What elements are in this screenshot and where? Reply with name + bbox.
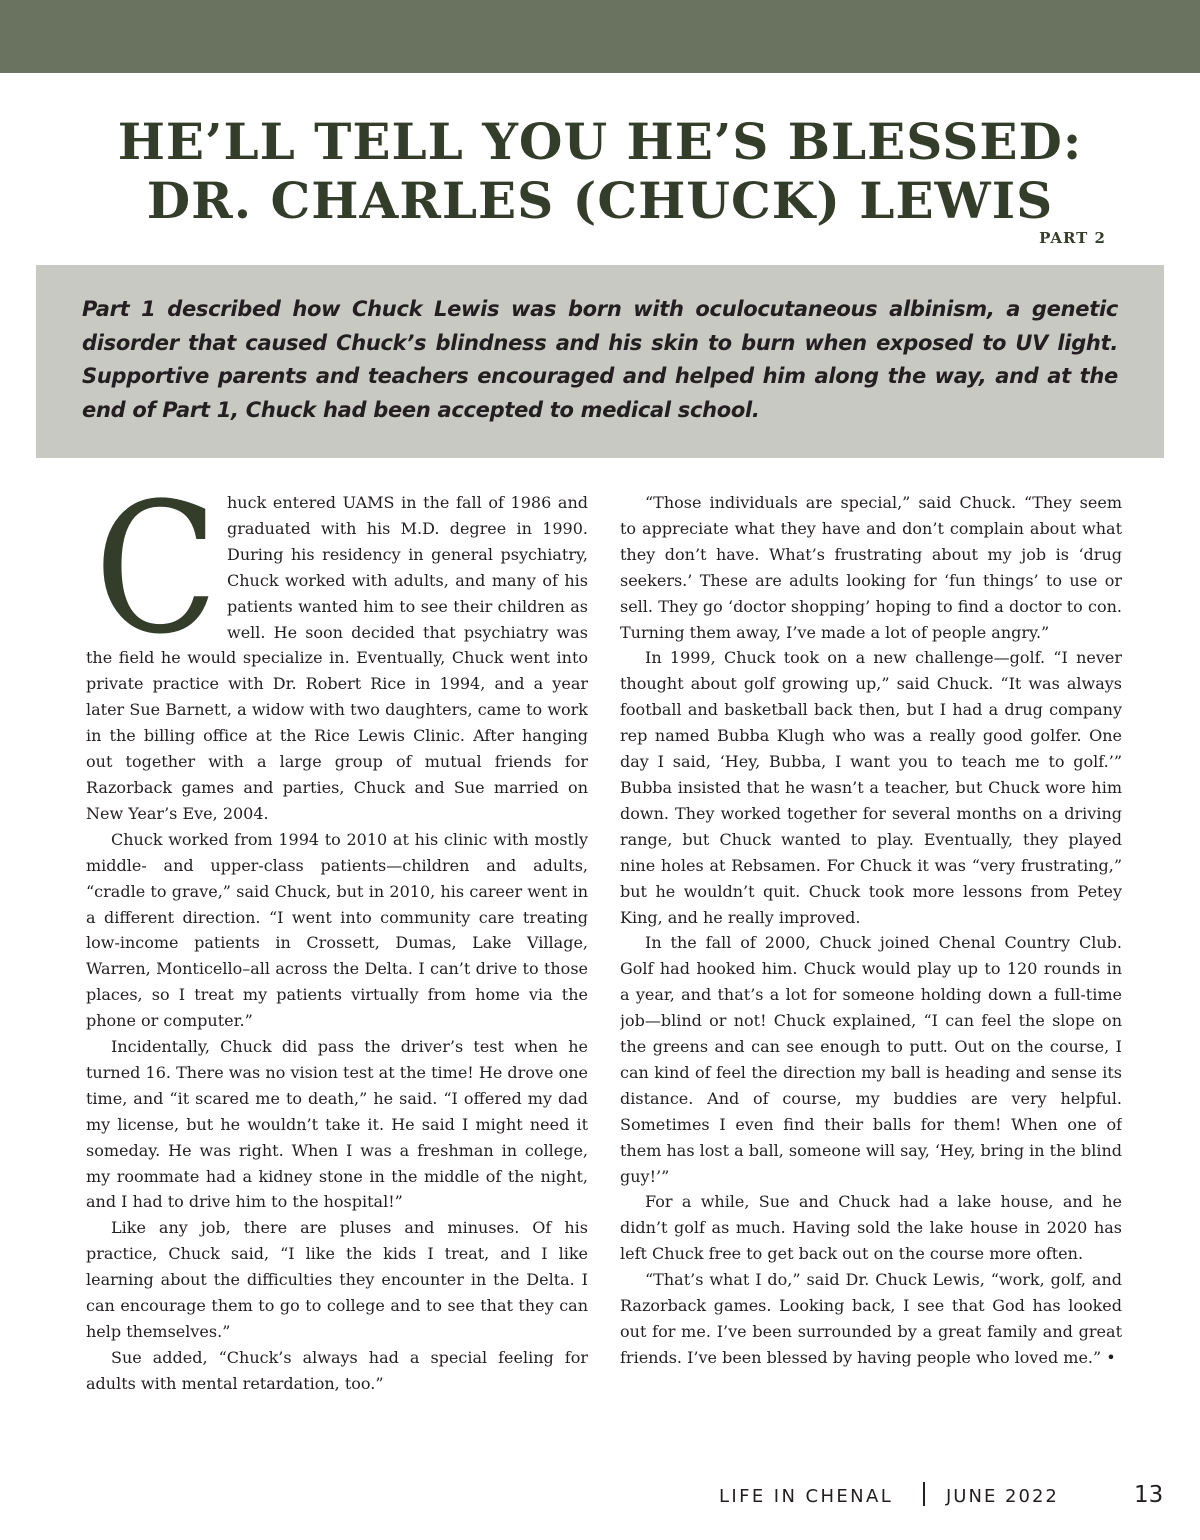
title-line-2: DR. CHARLES (CHUCK) LEWIS [146,171,1054,230]
article-paragraph: Sue added, “Chuck’s always had a special feeling for adults with mental retardation, too.” [86,1347,588,1393]
article-paragraph: “Those individuals are special,” said Chuck. “They seem to appreciate what they have and don’t complain about what they don’t have. What’s frustrating about my job is ‘drug seekers.’ These are adults looking for ‘fun things’ to use or sell. They go ‘doctor shopping’ hoping to find a doctor to con. Turning them away, I’ve made a lot of people angry.” [620,493,1122,642]
title-line-1: HE’LL TELL YOU HE’S BLESSED: [117,112,1083,171]
article-paragraph: In the fall of 2000, Chuck joined Chenal Country Club. Golf had hooked him. Chuck would play up to 120 rounds in a year, and that’s a lot for someone holding down a full-time job—blind or not! Chuck explained, “I can feel the slope on the greens and can see enough to putt. Out on the course, I can kind of feel the direction my ball is heading and sense its distance. And of course, my buddies are very helpful. Sometimes I even find their balls for them! When one of them has lost a ball, someone will say, ‘Hey, bring in the blind guy!’” [620,933,1122,1186]
footer-magazine-name: LIFE IN CHENAL [719,1486,894,1507]
article-paragraph: For a while, Sue and Chuck had a lake house, and he didn’t golf as much. Having sold the lake house in 2020 has left Chuck free to get back out on the course more often. [620,1192,1122,1264]
page-footer [0,1480,1200,1516]
article-paragraph [86,490,588,827]
article-paragraph: In 1999, Chuck took on a new challenge—golf. “I never thought about golf growing up,” said Chuck. “It was always football and basketball back then, but I had a drug company rep named Bubba Klugh who was a really good golfer. One day I said, ‘Hey, Bubba, I want you to teach me to golf.’” Bubba insisted that he wasn’t a teacher, but Chuck wore him down. They worked together for several months on a driving range, but Chuck wanted to play. Eventually, they played nine holes at Rebsamen. For Chuck it was “very frustrating,” but he wouldn’t quit. Chuck took more lessons from Petey King, and he really improved. [620,648,1122,927]
article-paragraph: “That’s what I do,” said Dr. Chuck Lewis, “work, golf, and Razorback games. Looking back, I see that God has looked out for me. I’ve been surrounded by a great family and great friends. I’ve been blessed by having people who loved me.” • [620,1270,1122,1367]
article-left-column [86,490,588,1440]
top-color-band [0,0,1200,73]
page-number: 13 [1134,1482,1164,1508]
article-paragraph: Chuck worked from 1994 to 2010 at his clinic with mostly middle- and upper-class patients—children and adults, “cradle to grave,” said Chuck, but in 2010, his career went in a different direction. “I went into community care treating low-income patients in Crossett, Dumas, Lake Village, Warren, Monticello–all across the Delta. I can’t drive to those places, so I treat my patients virtually from home via the phone or computer.” [86,829,588,1031]
part-label: PART 2 [1039,229,1106,247]
article-right-column [620,490,1122,1440]
footer-issue-date: JUNE 2022 [946,1486,1059,1507]
intro-text: Part 1 described how Chuck Lewis was born with oculocutaneous albinism, a genetic disorder that caused Chuck’s blindness and his skin to burn when exposed to UV light. Supportive parents and teachers encouraged and helped him along the way, and at the end of Part 1, Chuck had been accepted to medical school. [82,297,1118,422]
footer-divider [923,1482,925,1506]
article-title [0,112,1200,230]
article-paragraph: Incidentally, Chuck did pass the driver’s test when he turned 16. There was no vision test at the time! He drove one time, and “it scared me to death,” he said. “I offered my dad my license, but he wouldn’t take it. He said I might need it someday. He was right. When I was a freshman in college, my roommate had a kidney stone in the middle of the night, and I had to drive him to the hospital!” [86,1037,588,1212]
drop-cap-letter: C [94,490,219,674]
drop-cap [88,490,219,674]
article-paragraph: Like any job, there are pluses and minuses. Of his practice, Chuck said, “I like the kids I treat, and I like learning about the difficulties they encounter in the Delta. I can encourage them to go to college and to see that they can help themselves.” [86,1218,588,1341]
paragraph-text: huck entered UAMS in the fall of 1986 and graduated with his M.D. degree in 1990. During his residency in general psychiatry, Chuck worked with adults, and many of his patients wanted him to see their children as well. He soon decided that psychiatry was the field he would specialize in. Eventually, Chuck went into private practice with Dr. Robert Rice in 1994, and a year later Sue Barnett, a widow with two daughters, came to work in the billing office at the Rice Lewis Clinic. After hanging out together with a large group of mutual friends for Razorback games and parties, Chuck and Sue married on New Year’s Eve, 2004. [86,493,588,823]
intro-box [36,265,1164,458]
